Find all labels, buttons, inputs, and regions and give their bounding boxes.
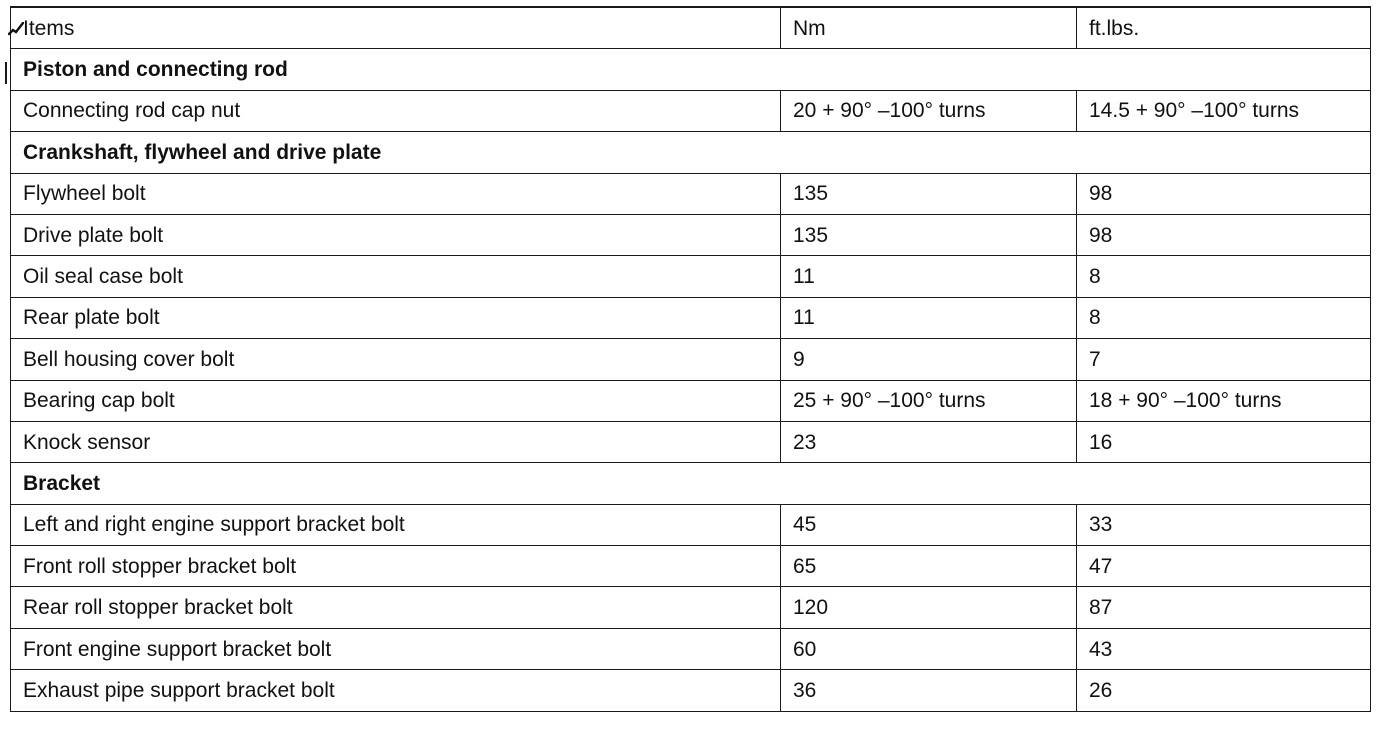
ftlbs-cell: 16 (1077, 421, 1371, 462)
nm-cell: 60 (781, 628, 1077, 669)
nm-cell: 25 + 90° –100° turns (781, 380, 1077, 421)
ftlbs-cell: 87 (1077, 587, 1371, 628)
ftlbs-cell: 7 (1077, 339, 1371, 380)
item-cell: Bearing cap bolt (11, 380, 781, 421)
table-row (11, 214, 1371, 255)
nm-cell: 11 (781, 297, 1077, 338)
ftlbs-cell: 47 (1077, 546, 1371, 587)
item-cell: Left and right engine support bracket bolt (11, 504, 781, 545)
ftlbs-cell: 8 (1077, 256, 1371, 297)
item-cell: Drive plate bolt (11, 214, 781, 255)
item-cell: Oil seal case bolt (11, 256, 781, 297)
table-row (11, 628, 1371, 669)
nm-cell: 11 (781, 256, 1077, 297)
item-cell: Front engine support bracket bolt (11, 628, 781, 669)
item-cell: Exhaust pipe support bracket bolt (11, 670, 781, 711)
section-row-piston (11, 49, 1371, 90)
torque-spec-table (10, 6, 1371, 712)
nm-cell: 9 (781, 339, 1077, 380)
item-cell: Front roll stopper bracket bolt (11, 546, 781, 587)
header-ftlbs: ft.lbs. (1077, 7, 1371, 49)
ftlbs-cell: 43 (1077, 628, 1371, 669)
nm-cell: 20 + 90° –100° turns (781, 90, 1077, 131)
nm-cell: 36 (781, 670, 1077, 711)
section-row-bracket (11, 463, 1371, 504)
nm-cell: 65 (781, 546, 1077, 587)
nm-cell: 135 (781, 214, 1077, 255)
header-nm: Nm (781, 7, 1077, 49)
table-header-row (11, 7, 1371, 49)
ftlbs-cell: 8 (1077, 297, 1371, 338)
section-row-crankshaft (11, 132, 1371, 173)
ftlbs-cell: 98 (1077, 214, 1371, 255)
item-cell: Flywheel bolt (11, 173, 781, 214)
table-row (11, 421, 1371, 462)
item-cell: Knock sensor (11, 421, 781, 462)
nm-cell: 135 (781, 173, 1077, 214)
section-title: Piston and connecting rod (11, 49, 1371, 90)
ftlbs-cell: 98 (1077, 173, 1371, 214)
table-row (11, 380, 1371, 421)
ftlbs-cell: 26 (1077, 670, 1371, 711)
item-cell: Connecting rod cap nut (11, 90, 781, 131)
table-row (11, 173, 1371, 214)
item-cell: Rear plate bolt (11, 297, 781, 338)
table-row (11, 670, 1371, 711)
nm-cell: 45 (781, 504, 1077, 545)
item-cell: Bell housing cover bolt (11, 339, 781, 380)
table-row (11, 587, 1371, 628)
table-row (11, 339, 1371, 380)
item-cell: Rear roll stopper bracket bolt (11, 587, 781, 628)
ftlbs-cell: 33 (1077, 504, 1371, 545)
nm-cell: 23 (781, 421, 1077, 462)
header-items: Items (11, 7, 781, 49)
table-row (11, 546, 1371, 587)
section-title: Crankshaft, flywheel and drive plate (11, 132, 1371, 173)
table-row (11, 90, 1371, 131)
ftlbs-cell: 14.5 + 90° –100° turns (1077, 90, 1371, 131)
ftlbs-cell: 18 + 90° –100° turns (1077, 380, 1371, 421)
table-row (11, 504, 1371, 545)
table-row (11, 256, 1371, 297)
table-row (11, 297, 1371, 338)
nm-cell: 120 (781, 587, 1077, 628)
section-title: Bracket (11, 463, 1371, 504)
scan-tick-mark (5, 62, 7, 84)
